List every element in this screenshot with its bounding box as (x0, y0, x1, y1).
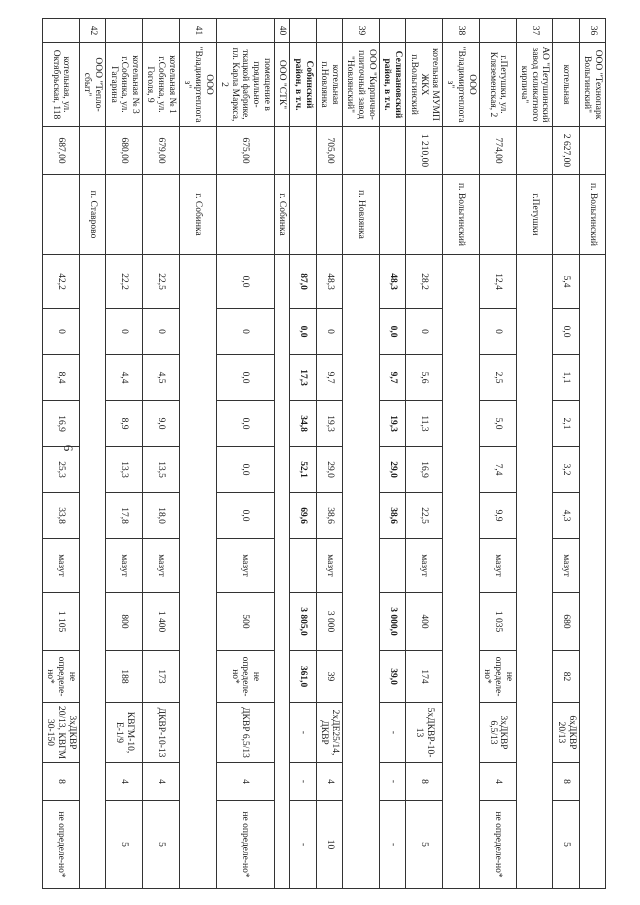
load-value-6: 33,8 (42, 493, 79, 539)
efficiency-value: 173 (142, 651, 179, 703)
cell-empty (42, 19, 79, 43)
row-number: 39 (342, 19, 379, 43)
summary-row (290, 19, 316, 889)
efficiency-value: не определе-но* (479, 651, 516, 703)
area-value: 705,00 (316, 127, 342, 175)
object-row (106, 19, 143, 889)
load-value-4: 16,9 (42, 401, 79, 447)
object-name: котельная № 3 г.Собинка, ул. Гагарина (106, 43, 143, 127)
load-value-5: 7,4 (479, 447, 516, 493)
boiler-types: - (290, 703, 316, 763)
cell-empty (553, 175, 579, 255)
load-value-3: 9,7 (379, 355, 405, 401)
fuel-type: мазут (216, 539, 274, 593)
efficiency-value: 188 (106, 651, 143, 703)
period-value: 5 (142, 801, 179, 889)
load-value-3: 8,4 (42, 355, 79, 401)
load-value-5: 3,2 (553, 447, 579, 493)
org-row (79, 19, 105, 889)
boiler-types: - (379, 703, 405, 763)
load-value-6: 17,8 (106, 493, 143, 539)
org-row (179, 19, 216, 889)
count-value: 4 (316, 763, 342, 801)
object-row (479, 19, 516, 889)
power-value: 1 400 (142, 593, 179, 651)
locality: п. Вольгинский (442, 175, 479, 255)
row-number: 36 (579, 19, 605, 43)
area-value: 774,00 (479, 127, 516, 175)
load-value-1: 42,2 (42, 255, 79, 309)
load-value-2: 0,0 (553, 309, 579, 355)
fuel-type: мазут (316, 539, 342, 593)
cell-empty (553, 19, 579, 43)
period-value: не определе-но* (42, 801, 79, 889)
object-row (406, 19, 443, 889)
load-value-3: 4,4 (106, 355, 143, 401)
load-value-6: 4,3 (553, 493, 579, 539)
power-value: 680 (553, 593, 579, 651)
load-value-1: 22,5 (142, 255, 179, 309)
locality: г.Петушки (516, 175, 553, 255)
cell-empty (442, 255, 479, 889)
cell-empty (274, 127, 290, 175)
boiler-types: 6xДКВР 20/13 (553, 703, 579, 763)
cell-empty (179, 127, 216, 175)
efficiency-value: 361,0 (290, 651, 316, 703)
power-value: 3 000,0 (379, 593, 405, 651)
cell-empty (406, 175, 443, 255)
fuel-type: мазут (406, 539, 443, 593)
fuel-type (290, 539, 316, 593)
boiler-types: ДКВР 6,5/13 (216, 703, 274, 763)
object-name: котельная (553, 43, 579, 127)
load-value-1: 22,2 (106, 255, 143, 309)
load-value-4: 5,0 (479, 401, 516, 447)
fuel-type: мазут (142, 539, 179, 593)
summary-row (379, 19, 405, 889)
load-value-3: 4,5 (142, 355, 179, 401)
load-value-3: 17,3 (290, 355, 316, 401)
cell-empty (216, 175, 274, 255)
load-value-5: 0,0 (216, 447, 274, 493)
power-value: 800 (106, 593, 143, 651)
period-value: 5 (406, 801, 443, 889)
area-value: 1 210,00 (406, 127, 443, 175)
boiler-types: 5xДКВР-10-13 (406, 703, 443, 763)
load-value-1: 28,2 (406, 255, 443, 309)
load-value-5: 25,3 (42, 447, 79, 493)
cell-empty (179, 255, 216, 889)
cell-empty (106, 19, 143, 43)
boiler-table (42, 18, 606, 889)
load-value-3: 2,5 (479, 355, 516, 401)
period-value: не определе-но* (216, 801, 274, 889)
cell-empty (406, 19, 443, 43)
object-name: котельная № 1 г.Собинка, ул. Гоголя, 9 (142, 43, 179, 127)
area-value: 679,00 (142, 127, 179, 175)
load-value-5: 13,3 (106, 447, 143, 493)
load-value-3: 9,7 (316, 355, 342, 401)
load-value-3: 5,6 (406, 355, 443, 401)
load-value-4: 19,3 (379, 401, 405, 447)
object-row (553, 19, 579, 889)
load-value-2: 0 (316, 309, 342, 355)
boiler-types: 3xДКВР 20/13, КВГМ 30-150 (42, 703, 79, 763)
org-name: ООО "Владимиртеплогаз" (442, 43, 479, 127)
load-value-5: 13,5 (142, 447, 179, 493)
cell-empty (442, 127, 479, 175)
area-value: 2 627,00 (553, 127, 579, 175)
fuel-type: мазут (42, 539, 79, 593)
org-row (516, 19, 553, 889)
load-value-6: 18,0 (142, 493, 179, 539)
boiler-types: 3xДКВР 6,5/13 (479, 703, 516, 763)
load-value-5: 52,1 (290, 447, 316, 493)
period-value: не определе-но* (479, 801, 516, 889)
count-value: 8 (553, 763, 579, 801)
cell-empty (290, 175, 316, 255)
cell-empty (316, 19, 342, 43)
cell-empty (579, 255, 605, 889)
load-value-3: 1,1 (553, 355, 579, 401)
locality: г. Собинка (274, 175, 290, 255)
cell-empty (516, 127, 553, 175)
org-name: ООО "Кирпично-плиточный завод "Новлянский" (342, 43, 379, 127)
cell-empty (342, 127, 379, 175)
period-value: - (379, 801, 405, 889)
boiler-types: ДКВР-10-13 (142, 703, 179, 763)
org-row (442, 19, 479, 889)
count-value: 4 (479, 763, 516, 801)
load-value-2: 0 (216, 309, 274, 355)
rotated-page (45, 18, 606, 888)
cell-empty (579, 127, 605, 175)
load-value-2: 0 (406, 309, 443, 355)
load-value-6: 9,9 (479, 493, 516, 539)
count-value: 4 (216, 763, 274, 801)
count-value: - (379, 763, 405, 801)
load-value-4: 11,3 (406, 401, 443, 447)
cell-empty (379, 175, 405, 255)
cell-empty (79, 127, 105, 175)
load-value-2: 0,0 (290, 309, 316, 355)
org-name: ООО "Владимиртеплогаз" (179, 43, 216, 127)
org-name: ООО "Технопарк Вольгинский" (579, 43, 605, 127)
boiler-types: 2xДЕ25/14, ДКВР (316, 703, 342, 763)
load-value-6: 38,6 (379, 493, 405, 539)
object-row (216, 19, 274, 889)
efficiency-value: 174 (406, 651, 443, 703)
table-body (42, 19, 605, 889)
object-name: котельная МУМП ЖКХ п.Вольгинский (406, 43, 443, 127)
fuel-type (379, 539, 405, 593)
area-value: 680,00 (106, 127, 143, 175)
load-value-2: 0 (106, 309, 143, 355)
object-name: котельная, ул. Октябрьская, 118 (42, 43, 79, 127)
locality: п. Новлянка (342, 175, 379, 255)
row-number: 40 (274, 19, 290, 43)
power-value: 1 105 (42, 593, 79, 651)
count-value: 8 (406, 763, 443, 801)
locality: г. Собинка (179, 175, 216, 255)
load-value-4: 0,0 (216, 401, 274, 447)
cell-empty (316, 175, 342, 255)
cell-empty (216, 19, 274, 43)
load-value-6: 0,0 (216, 493, 274, 539)
locality: п. Ставрово (79, 175, 105, 255)
load-value-2: 0,0 (379, 309, 405, 355)
row-number: 38 (442, 19, 479, 43)
load-value-1: 12,4 (479, 255, 516, 309)
org-name: ООО "СТК" (274, 43, 290, 127)
load-value-5: 29,0 (379, 447, 405, 493)
cell-empty (479, 175, 516, 255)
object-name: котельная п.Новлянка (316, 43, 342, 127)
area-value: 687,00 (42, 127, 79, 175)
cell-empty (142, 19, 179, 43)
load-value-4: 2,1 (553, 401, 579, 447)
load-value-2: 0 (142, 309, 179, 355)
row-number: 42 (79, 19, 105, 43)
power-value: 3 000 (316, 593, 342, 651)
count-value: 4 (142, 763, 179, 801)
load-value-1: 0,0 (216, 255, 274, 309)
load-value-4: 19,3 (316, 401, 342, 447)
cell-empty (142, 175, 179, 255)
cell-empty (479, 19, 516, 43)
fuel-type: мазут (479, 539, 516, 593)
load-value-1: 87,0 (290, 255, 316, 309)
org-name: ООО "Тепло-сбыт" (79, 43, 105, 127)
efficiency-value: 82 (553, 651, 579, 703)
period-value: 10 (316, 801, 342, 889)
fuel-type: мазут (106, 539, 143, 593)
cell-empty (379, 19, 405, 43)
period-value: - (290, 801, 316, 889)
cell-empty (274, 255, 290, 889)
count-value: - (290, 763, 316, 801)
object-name: г.Петушки, ул. Кляземенская, 2 (479, 43, 516, 127)
page-number: 6 (61, 444, 76, 452)
load-value-6: 22,5 (406, 493, 443, 539)
period-value: 5 (106, 801, 143, 889)
cell-empty (342, 255, 379, 889)
efficiency-value: не определе-но* (216, 651, 274, 703)
load-value-1: 48,3 (379, 255, 405, 309)
object-row (142, 19, 179, 889)
load-value-6: 38,6 (316, 493, 342, 539)
org-row (274, 19, 290, 889)
cell-empty (290, 19, 316, 43)
fuel-type: мазут (553, 539, 579, 593)
efficiency-value: 39,0 (379, 651, 405, 703)
locality: п. Вольгинский (579, 175, 605, 255)
load-value-2: 0 (42, 309, 79, 355)
cell-empty (79, 255, 105, 889)
org-row (342, 19, 379, 889)
efficiency-value: 39 (316, 651, 342, 703)
object-name: Селивановский район, в т.ч. (379, 43, 405, 127)
power-value: 400 (406, 593, 443, 651)
area-value (290, 127, 316, 175)
count-value: 4 (106, 763, 143, 801)
row-number: 37 (516, 19, 553, 43)
load-value-3: 0,0 (216, 355, 274, 401)
load-value-5: 29,0 (316, 447, 342, 493)
load-value-4: 34,8 (290, 401, 316, 447)
org-row (579, 19, 605, 889)
object-row (316, 19, 342, 889)
cell-empty (42, 175, 79, 255)
power-value: 1 035 (479, 593, 516, 651)
count-value: 8 (42, 763, 79, 801)
object-row (42, 19, 79, 889)
load-value-1: 5,4 (553, 255, 579, 309)
load-value-5: 16,9 (406, 447, 443, 493)
cell-empty (516, 255, 553, 889)
power-value: 3 805,0 (290, 593, 316, 651)
efficiency-value: не определе-но* (42, 651, 79, 703)
object-name: помещение в прядильно-ткацкой фабрике, пл. Карла Маркса, 2 (216, 43, 274, 127)
load-value-1: 48,3 (316, 255, 342, 309)
object-name: Собинский район, в т.ч. (290, 43, 316, 127)
load-value-4: 8,9 (106, 401, 143, 447)
area-value (379, 127, 405, 175)
load-value-2: 0 (479, 309, 516, 355)
org-name: АО "Петушинский завод силикатного кирпича" (516, 43, 553, 127)
area-value: 675,00 (216, 127, 274, 175)
power-value: 500 (216, 593, 274, 651)
period-value: 5 (553, 801, 579, 889)
boiler-types: КВГМ-10, Е-1/9 (106, 703, 143, 763)
row-number: 41 (179, 19, 216, 43)
load-value-4: 9,0 (142, 401, 179, 447)
load-value-6: 69,6 (290, 493, 316, 539)
cell-empty (106, 175, 143, 255)
